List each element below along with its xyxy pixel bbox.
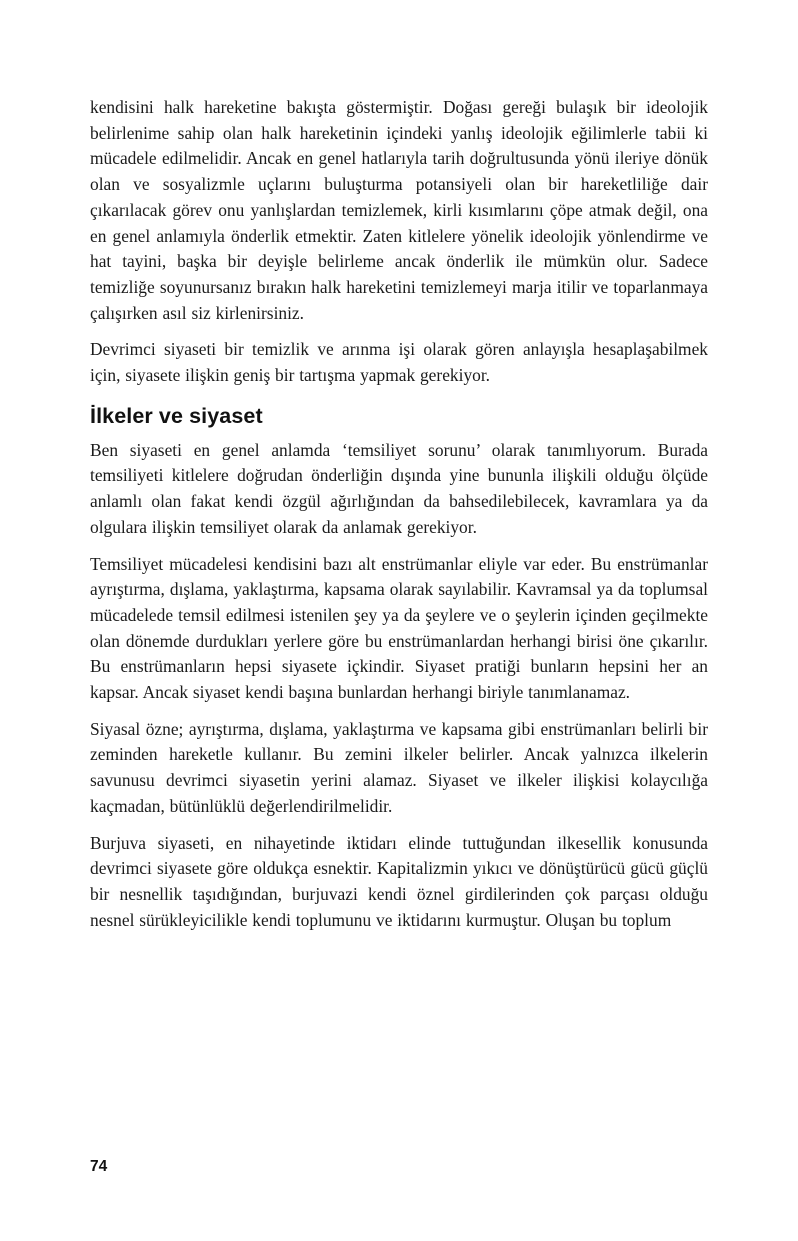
paragraph-1: kendisini halk hareketine bakışta göstermiştir. Doğası gereği bulaşık bir ideolojik belirlenime sahip olan halk hareketinin içindeki yanlış ideolojik eğilimlerle tabii ki mücadele edilmelidir. Ancak en genel hatlarıyla tarih doğrultusunda yönü ileriye dönük olan ve sosyalizmle uçlarını buluşturma potansiyeli olan bir hareketliliğe dair çıkarılacak görev onu yanlışlardan temizlemek, kirli kısımlarını çöpe atmak değil, ona en genel anlamıyla önderlik etmektir. Zaten kitlelere yönelik ideolojik yönlendirme ve hat tayini, başka bir deyişle belirleme ancak önderlik ile mümkün olur. Sadece temizliğe soyunursanız bırakın halk hareketini temizlemeyi marja itilir ve toparlanmaya çalışırken asıl siz kirlenirsiniz. <box>90 97 708 323</box>
paragraph-5: Siyasal özne; ayrıştırma, dışlama, yaklaştırma ve kapsama gibi enstrümanları belirli bir zeminden hareketle kullanır. Bu zemini ilkeler belirler. Ancak yalnızca ilkelerin savunusu devrimci siyasetin yerini alamaz. Siyaset ve ilkeler ilişkisi kolaycılığa kaçmadan, bütünlüklü değerlendirilmelidir. <box>90 718 708 816</box>
page-number: 74 <box>90 1158 108 1175</box>
section-heading: İlkeler ve siyaset <box>90 403 263 428</box>
paragraph-2: Devrimci siyaseti bir temizlik ve arınma işi olarak gören anlayışla hesaplaşabilmek için, siyasete ilişkin geniş bir tartışma yapmak gerekiyor. <box>90 339 708 386</box>
paragraph-4: Temsiliyet mücadelesi kendisini bazı alt enstrümanlar eliyle var eder. Bu enstrümanlar ayrıştırma, dışlama, yaklaştırma, kapsama olarak sayılabilir. Kavramsal ya da toplumsal mücadelede temsil edilmesi istenilen şey ya da şeylere ve o şeylerin içinden geçilmekte olan dönemde durdukları yerlere göre bu enstrümanlardan herhangi birisi öne çıkarılır. Bu enstrümanların hepsi siyasete içkindir. Siyaset pratiği bunların hepsini her an kapsar. Ancak siyaset kendi başına bunlardan herhangi biriyle tanımlanamaz. <box>90 553 708 703</box>
paragraph-3: Ben siyaseti en genel anlamda ‘temsiliyet sorunu’ olarak tanımlıyorum. Burada temsiliyeti kitlelere doğrudan önderliğin dışında yine bununla ilişkili olduğu ölçüde anlamlı olan fakat kendi özgül ağırlığından da bahsedilebilecek, kavramlara ya da olgulara ilişkin temsiliyet olarak da anlamak gerekiyor. <box>90 439 708 537</box>
paragraph-6: Burjuva siyaseti, en nihayetinde iktidarı elinde tuttuğundan ilkesellik konusunda devrimci siyasete göre oldukça esnektir. Kapitalizmin yıkıcı ve dönüştürücü gücü güçlü bir nesnellik taşıdığından, burjuvazi kendi öznel girdilerinden çok parçası olduğu nesnel sürükleyicilikle kendi toplumunu ve iktidarını kurmuştur. Oluşan bu toplum <box>90 832 708 930</box>
page-body <box>90 95 708 944</box>
